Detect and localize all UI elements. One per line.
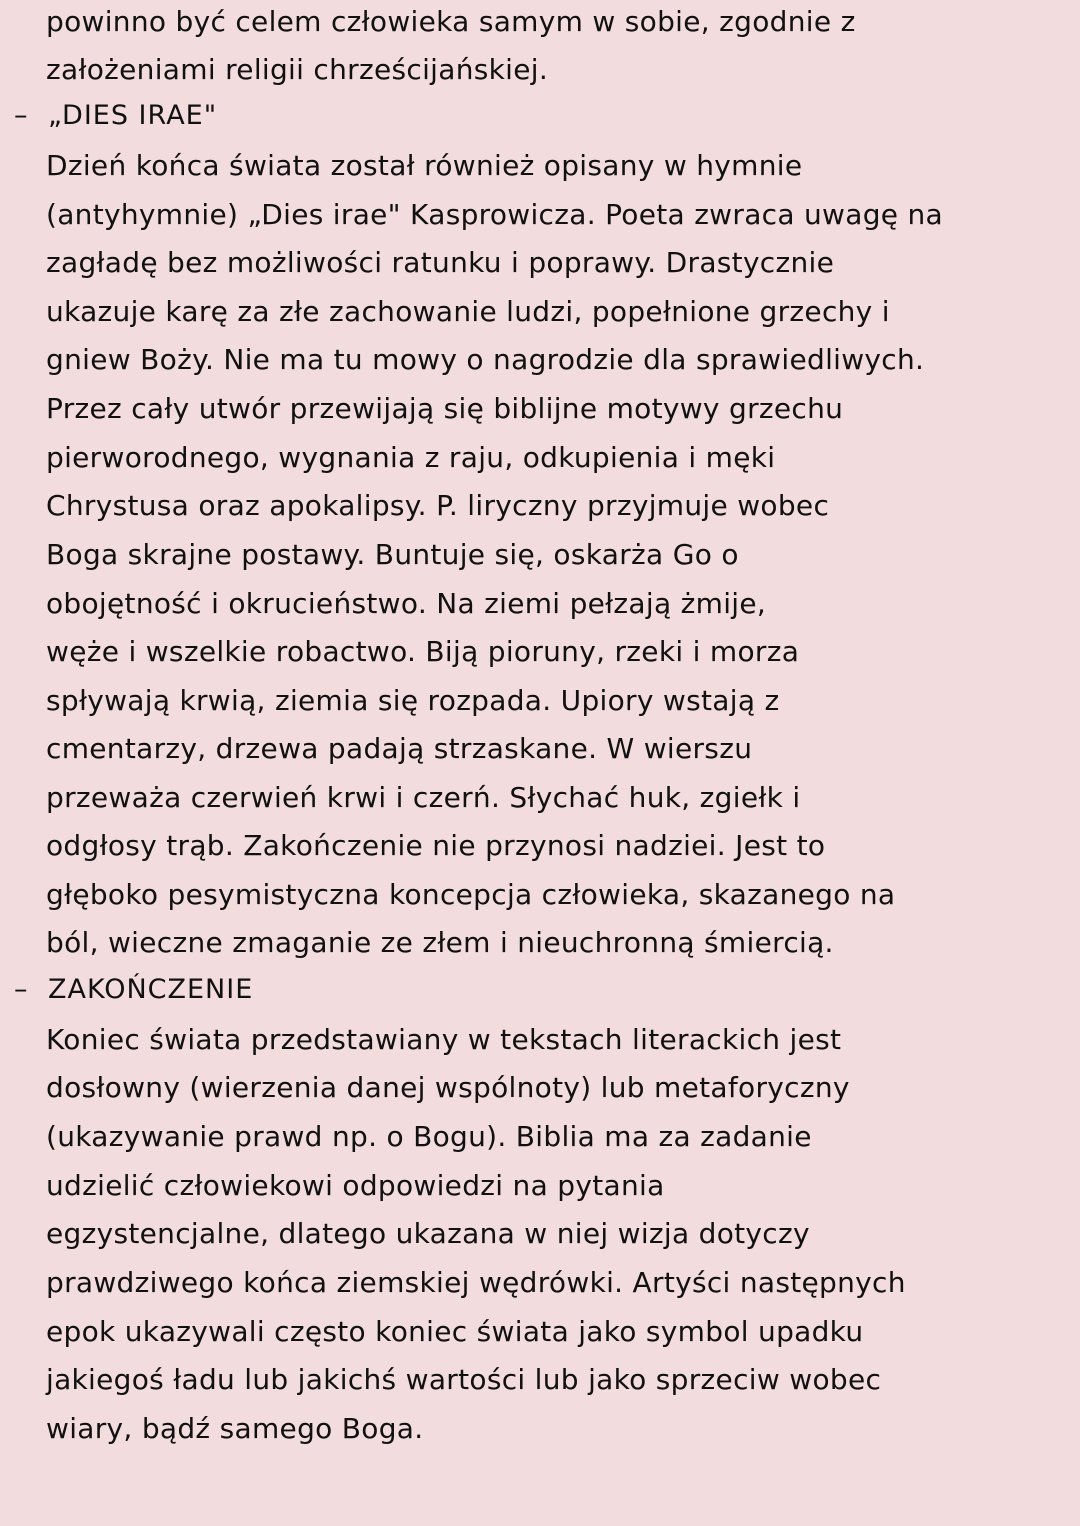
text-line: powinno być celem człowieka samym w sobie, zgodnie z [46,5,856,38]
text-line: zagładę bez możliwości ratunku i poprawy. Drastycznie [46,246,835,279]
text-line: przeważa czerwień krwi i czerń. Słychać huk, zgiełk i [46,781,801,814]
heading-text: ZAKOŃCZENIE [48,974,254,1005]
section-heading-zakonczenie [14,970,1060,1010]
text-line: odgłosy trąb. Zakończenie nie przynosi nadziei. Jest to [46,829,826,862]
text-line: ukazuje karę za złe zachowanie ludzi, popełnione grzechy i [46,295,890,328]
text-line: (ukazywanie prawd np. o Bogu). Biblia ma za zadanie [46,1120,812,1153]
text-line: Chrystusa oraz apokalipsy. P. liryczny przyjmuje wobec [46,489,830,522]
bullet-dash: – [14,974,29,1005]
text-line: egzystencjalne, dlatego ukazana w niej wizja dotyczy [46,1217,810,1250]
text-line: założeniami religii chrześcijańskiej. [46,53,549,86]
text-line: obojętność i okrucieństwo. Na ziemi pełzają żmije, [46,587,767,620]
text-line: spływają krwią, ziemia się rozpada. Upiory wstają z [46,684,780,717]
text-line: udzielić człowiekowi odpowiedzi na pytania [46,1169,665,1202]
text-line: dosłowny (wierzenia danej wspólnoty) lub metaforyczny [46,1071,850,1104]
bullet-dash: – [14,100,29,131]
text-line: gniew Boży. Nie ma tu mowy o nagrodzie dla sprawiedliwych. [46,343,925,376]
text-line: Koniec świata przedstawiany w tekstach literackich jest [46,1023,842,1056]
text-line: Dzień końca świata został również opisany w hymnie [46,149,803,182]
text-line: pierworodnego, wygnania z raju, odkupienia i męki [46,441,776,474]
text-line: jakiegoś ładu lub jakichś wartości lub jako sprzeciw wobec [46,1363,882,1396]
text-line: Boga skrajne postawy. Buntuje się, oskarża Go o [46,538,739,571]
text-line: cmentarzy, drzewa padają strzaskane. W wierszu [46,732,753,765]
section-heading-dies-irae [14,96,1060,136]
text-line: prawdziwego końca ziemskiej wędrówki. Artyści następnych [46,1266,906,1299]
text-line: ból, wieczne zmaganie ze złem i nieuchronną śmiercią. [46,926,834,959]
text-line: (antyhymnie) „Dies irae" Kasprowicza. Poeta zwraca uwagę na [46,198,944,231]
text-line: epok ukazywali często koniec świata jako symbol upadku [46,1315,864,1348]
text-line: głęboko pesymistyczna koncepcja człowieka, skazanego na [46,878,896,911]
text-line: węże i wszelkie robactwo. Biją pioruny, rzeki i morza [46,635,800,668]
heading-text: „DIES IRAE" [48,100,218,131]
text-line: Przez cały utwór przewijają się biblijne motywy grzechu [46,392,844,425]
text-line: wiary, bądź samego Boga. [46,1412,424,1445]
